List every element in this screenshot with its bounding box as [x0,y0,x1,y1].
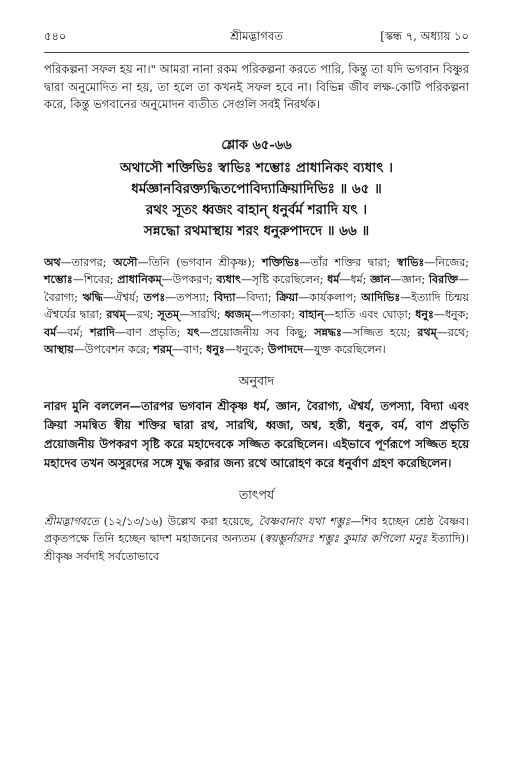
verse-title: শ্লোক ৬৫-৬৬ [221,137,292,153]
purport-segment: (১২/১৩/১৬) উল্লেখ করা হয়েছে, [98,514,259,528]
synonym-meaning: বিদ্যা; [246,290,272,304]
purport-segment: —শিব হচ্ছেন শ্রেষ্ঠ বৈষ্ণব। প্রকৃতপক্ষে তিনি হচ্ছেন দ্বাদশ মহাজনের অন্যতম ( [44,514,469,545]
purport-citation: স্বয়ম্ভুর্নারদঃ শম্ভুঃ কুমার কপিলো মনুঃ [264,532,428,545]
synonym-meaning: রথে; [447,325,470,339]
synonym-word: ধনুঃ [415,308,434,321]
synonym-word: যৎ [187,325,200,339]
synonym-meaning: উপবেশন করে; [84,343,150,356]
chapter-reference: [স্কন্ধ ৭, অধ্যায় ১০ [380,29,469,43]
synonym-word: প্রাধানিকম্ [117,273,162,286]
synonym-meaning: তিনি (ভগবান শ্রীকৃষ্ণ); [148,255,256,269]
synonym-meaning: বাণ প্রভৃতি; [125,325,181,339]
synonym-word: রথম্ [106,308,126,321]
synonym-meaning: তপস্যা; [176,290,210,304]
synonym-word: শম্ভোঃ [44,273,73,286]
synonym-meaning: সৃষ্টি করেছিলেন; [251,273,324,286]
synonym-word: অসৌ [113,255,138,269]
purport-citation: বৈষ্ণবানাং যথা শম্ভুঃ [258,514,351,528]
page-number: ৫৪০ [44,29,67,43]
synonym-word: ধ্বজম্ [224,308,251,321]
synonym-word: ব্যধাৎ [216,273,241,286]
synonyms-paragraph: অথ—তারপর; অসৌ—তিনি (ভগবান শ্রীকৃষ্ণ); শক্তিভিঃ—তাঁর শক্তির দ্বারা; স্বাভিঃ—নিজের; শম্ভোঃ—শিবের; প্রাধানিকম্—উপকরণ; ব্যধাৎ—সৃষ্টি করেছিলেন; ধর্ম—ধর্ম; জ্ঞান—জ্ঞান; বিরক্তি—বৈরাগ্য; ঋদ্ধি—ঐশ্বর্য; তপঃ—তপস্যা; বিদ্যা—বিদ্যা; ক্রিয়া—কার্যকলাপ; আদিভিঃ—ইত্যাদি চিন্ময় ঐশ্বর্যের দ্বারা; রথম্—রথ; সূতম্—সারথি; ধ্বজম্—পতাকা; বাহান্—হাতি এবং ঘোড়া; ধনুঃ—ধনুক; বর্ম—বর্ম; শরাদি—বাণ প্রভৃতি; যৎ—প্রয়োজনীয় সব কিছু; সন্নদ্ধঃ—সজ্জিত হয়ে; রথম্—রথে; আস্থায়—উপবেশন করে; শরম্—বাণ; ধনুঃ—ধনুকে; উপাদদে—যুক্ত করেছিলেন। [44,255,470,356]
synonym-meaning: ধনুক; [444,308,470,321]
synonym-word: অথ [44,255,61,269]
verse-line: রথং সূতং ধ্বজং বাহান্ ধনুর্বর্ম শরাদি যৎ । [145,201,368,218]
synonym-meaning: ধর্ম; [350,273,367,286]
verse-block [44,158,469,242]
synonym-word: ধনুঃ [206,343,225,356]
book-page [0,22,513,757]
synonym-word: বিরক্তি [428,273,459,286]
synonym-meaning: ঐশ্বর্য; [113,290,140,304]
synonym-word: তপঃ [143,290,166,304]
synonym-meaning: কার্যকলাপ; [309,290,357,304]
synonym-word: রথম্ [417,325,437,339]
synonym-meaning: পতাকা; [261,308,296,321]
synonym-meaning: ইত্যাদি চিন্ময় ঐশ্বর্যের দ্বারা; [44,290,470,321]
synonym-word: বিদ্যা [213,290,236,304]
synonym-meaning: নিজের; [435,255,469,269]
synonym-meaning: তারপর; [71,255,107,269]
synonym-word: সূতম্ [157,308,180,321]
synonym-meaning: হাতি এবং ঘোড়া; [334,308,412,321]
synonym-meaning: সারথি; [190,308,221,321]
synonym-word: আদিভিঃ [361,290,401,304]
synonym-meaning: তাঁর শক্তির দ্বারা; [310,255,391,269]
page-header [44,22,469,53]
synonym-word: জ্ঞান [369,273,391,286]
synonym-word: শক্তিভিঃ [261,255,300,269]
purport-text [44,513,469,566]
verse-line: সন্নদ্ধো রথমাস্থায় শরং ধনুরুপাদদে ॥ ৬৬ ॥ [143,222,370,239]
synonym-meaning: উপকরণ; [172,273,213,286]
synonym-word: স্বাভিঃ [397,255,425,269]
intro-paragraph: পরিকল্পনা সফল হয় না।" আমরা নানা রকম পরিকল্পনা করতে পারি, কিন্তু তা যদি ভগবান বিষ্ণুর দ্বারা অনুমোদিত না হয়, তা হলে তা কখনই সফল হবে না। বিভিন্ন জীব লক্ষ-কোটি পরিকল্পনা করে, কিন্তু ভগবানের অনুমোদন ব্যতীত সেগুলি সবই নিরর্থক। [44,62,469,111]
synonym-word: বর্ম [44,325,57,339]
synonym-word: আস্থায় [44,343,74,356]
synonym-meaning: ধনুকে; [235,343,265,356]
synonym-word: ধর্ম [327,273,340,286]
verse-line: ধর্মজ্ঞানবিরক্ত্যদ্ধিতপোবিদ্যাক্রিয়াদিভিঃ ॥ ৬৫ ॥ [131,180,382,197]
synonym-word: ক্রিয়া [276,290,299,304]
synonym-meaning: বৈরাগ্য; [44,290,78,304]
synonym-word: উপাদদে [267,343,304,356]
purport-heading: তাৎপর্য [238,486,275,502]
purport-segment: ইত্যাদি)। শ্রীকৃষ্ণ সর্বদাই সর্বতোভাবে [44,532,469,563]
synonym-meaning: শিবের; [83,273,114,286]
book-title: শ্রীমদ্ভাগবত [230,29,283,43]
synonym-meaning: সজ্জিত হয়ে; [352,325,411,339]
purport-citation: শ্রীমদ্ভাগবতে [44,514,99,528]
synonym-word: সন্নদ্ধঃ [314,325,342,339]
synonym-meaning: প্রয়োজনীয় সব কিছু; [210,325,308,339]
synonym-word: ঋদ্ধি [82,290,103,304]
translation-heading: অনুবাদ [238,372,275,388]
synonym-word: শরম্ [153,343,172,356]
verse-line: অথাসৌ শক্তিভিঃ স্বাভিঃ শম্ভোঃ প্রাধানিকং ব্যধাৎ । [120,159,393,176]
synonym-word: বাহান্ [298,308,324,321]
synonym-meaning: জ্ঞান; [401,273,426,286]
synonym-meaning: বাণ; [183,343,203,356]
synonym-meaning: রথ; [136,308,154,321]
synonym-meaning: বর্ম; [67,325,84,339]
synonym-meaning: যুক্ত করেছিলেন। [314,343,386,356]
synonym-word: শরাদি [90,325,115,339]
translation-text: নারদ মুনি বললেন—তারপর ভগবান শ্রীকৃষ্ণ ধর্ম, জ্ঞান, বৈরাগ্য, ঐশ্বর্য, তপস্যা, বিদ্যা এবং ক্রিয়া সমন্বিত স্বীয় শক্তির দ্বারা রথ, সারথি, ধ্বজা, অশ্ব, হস্তী, ধনুক, বর্ম, বাণ প্রভৃতি প্রয়োজনীয় উপকরণ সৃষ্টি করে মহাদেবকে সজ্জিত করেছিলেন। এইভাবে পূর্ণরূপে সজ্জিত হয়ে মহাদেব তখন অসুরদের সঙ্গে যুদ্ধ করার জন্য রথে আরোহণ করে ধনুর্বাণ গ্রহণ করেছিলেন। [44,398,469,470]
